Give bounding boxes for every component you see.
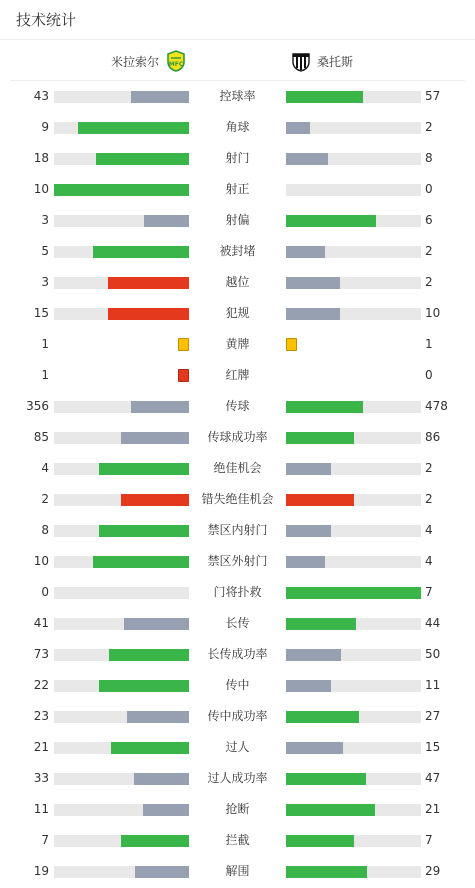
away-stat-bar-fill <box>286 618 356 630</box>
home-stat-value: 3 <box>41 213 49 227</box>
stat-row <box>0 546 475 577</box>
home-stat-value: 22 <box>33 678 49 692</box>
home-stat-bar-fill <box>121 432 189 444</box>
home-stat-value: 11 <box>33 802 49 816</box>
stat-row <box>0 825 475 856</box>
stat-label: 拦截 <box>225 833 250 847</box>
away-stat-value: 6 <box>425 213 433 227</box>
away-stat-value: 2 <box>425 492 433 506</box>
home-stat-bar-fill <box>99 680 189 692</box>
home-stat-bar-track <box>54 525 189 537</box>
away-stat-value: 47 <box>425 771 441 785</box>
away-stat-bar-track <box>286 773 421 785</box>
home-stat-bar-track <box>54 494 189 506</box>
stat-row <box>0 174 475 205</box>
santos-crest-icon <box>290 50 312 72</box>
home-stat-bar-track <box>54 432 189 444</box>
stat-label: 过人成功率 <box>207 771 268 785</box>
stat-label: 射偏 <box>225 213 250 227</box>
stat-row <box>0 608 475 639</box>
away-stat-bar-fill <box>286 277 340 289</box>
home-stat-value: 2 <box>41 492 49 506</box>
away-stat-bar-track <box>286 184 421 196</box>
home-stat-bar-fill <box>131 91 189 103</box>
home-stat-bar-fill <box>134 773 189 785</box>
home-stat-bar-track <box>54 277 189 289</box>
mirassol-crest-icon <box>165 50 187 72</box>
away-stat-value: 2 <box>425 275 433 289</box>
home-stat-value: 41 <box>33 616 49 630</box>
home-stat-bar-track <box>54 773 189 785</box>
home-stat-bar-fill <box>135 866 189 878</box>
page-header <box>0 0 475 40</box>
home-stat-bar-track <box>54 401 189 413</box>
away-stat-bar-track <box>286 432 421 444</box>
away-stat-bar-fill <box>286 246 325 258</box>
home-stat-bar-fill <box>99 463 189 475</box>
away-stat-value: 4 <box>425 554 433 568</box>
home-stat-bar-fill <box>78 122 189 134</box>
stat-row <box>0 360 475 391</box>
away-stat-value: 21 <box>425 802 441 816</box>
home-stat-value: 18 <box>33 151 49 165</box>
home-stat-value: 4 <box>41 461 49 475</box>
yellow-card-icon <box>178 338 189 351</box>
home-stat-bar-fill <box>99 525 189 537</box>
away-stat-value: 7 <box>425 585 433 599</box>
stat-label: 传球 <box>225 399 250 413</box>
stat-row <box>0 391 475 422</box>
home-stat-bar-track <box>54 680 189 692</box>
away-stat-bar-fill <box>286 742 343 754</box>
stat-row <box>0 794 475 825</box>
away-stat-bar-fill <box>286 649 341 661</box>
away-stat-bar-fill <box>286 773 366 785</box>
stat-row <box>0 453 475 484</box>
away-stat-bar-track <box>286 494 421 506</box>
home-stat-bar-track <box>54 866 189 878</box>
away-stat-bar-fill <box>286 91 363 103</box>
stat-label: 禁区外射门 <box>207 554 268 568</box>
stat-label: 长传 <box>225 616 250 630</box>
away-stat-value: 44 <box>425 616 441 630</box>
away-stat-value: 86 <box>425 430 441 444</box>
away-stat-value: 8 <box>425 151 433 165</box>
stat-label: 过人 <box>225 740 250 754</box>
home-stat-bar-fill <box>143 804 189 816</box>
away-stat-bar-track <box>286 680 421 692</box>
stat-row <box>0 484 475 515</box>
home-stat-bar-track <box>54 556 189 568</box>
home-stat-value: 9 <box>41 120 49 134</box>
home-stat-value: 3 <box>41 275 49 289</box>
page-title: 技术统计 <box>16 11 77 29</box>
away-stat-value: 1 <box>425 337 433 351</box>
away-stat-value: 4 <box>425 523 433 537</box>
home-stat-bar-fill <box>121 494 189 506</box>
away-team[interactable] <box>290 41 353 81</box>
away-stat-bar-track <box>286 463 421 475</box>
away-stat-bar-track <box>286 215 421 227</box>
home-stat-bar-track <box>54 463 189 475</box>
stat-row <box>0 670 475 701</box>
home-stat-value: 7 <box>41 833 49 847</box>
home-stat-bar-track <box>54 742 189 754</box>
home-stat-value: 19 <box>33 864 49 878</box>
away-stat-value: 2 <box>425 244 433 258</box>
stat-row <box>0 267 475 298</box>
home-stat-bar-track <box>54 153 189 165</box>
home-stat-bar-fill <box>109 649 189 661</box>
away-stat-bar-track <box>286 711 421 723</box>
team-header <box>10 41 465 81</box>
away-stat-bar-track <box>286 649 421 661</box>
home-stat-bar-track <box>54 122 189 134</box>
away-stat-value: 2 <box>425 461 433 475</box>
away-stat-bar-fill <box>286 494 354 506</box>
home-stat-bar-track <box>54 835 189 847</box>
home-stat-bar-track <box>54 587 189 599</box>
stat-label: 射正 <box>225 182 250 196</box>
away-stat-bar-track <box>286 866 421 878</box>
stat-label: 被封堵 <box>219 244 256 258</box>
away-stat-value: 57 <box>425 89 441 103</box>
home-stat-value: 8 <box>41 523 49 537</box>
stat-row <box>0 577 475 608</box>
stat-row <box>0 515 475 546</box>
stat-label: 传中成功率 <box>207 709 268 723</box>
home-stat-bar-fill <box>108 277 189 289</box>
away-stat-bar-track <box>286 742 421 754</box>
stat-label: 解围 <box>225 864 250 878</box>
stat-row <box>0 422 475 453</box>
stat-label: 传中 <box>225 678 250 692</box>
home-stat-value: 21 <box>33 740 49 754</box>
away-stat-bar-track <box>286 401 421 413</box>
home-stat-value: 356 <box>26 399 49 413</box>
stat-row <box>0 205 475 236</box>
stat-label: 错失绝佳机会 <box>201 492 274 506</box>
home-stat-bar-track <box>54 711 189 723</box>
stat-label: 射门 <box>225 151 250 165</box>
away-stat-value: 29 <box>425 864 441 878</box>
stat-label: 传球成功率 <box>207 430 268 444</box>
away-stat-bar-track <box>286 277 421 289</box>
home-stat-value: 0 <box>41 585 49 599</box>
stat-label: 犯规 <box>225 306 250 320</box>
home-team[interactable] <box>111 41 187 81</box>
stat-row <box>0 856 475 887</box>
home-stat-value: 15 <box>33 306 49 320</box>
stat-row <box>0 701 475 732</box>
home-stat-bar-fill <box>111 742 189 754</box>
away-stat-bar-track <box>286 587 421 599</box>
stat-label: 黄牌 <box>225 337 250 351</box>
away-stat-bar-fill <box>286 153 328 165</box>
away-stat-bar-fill <box>286 556 325 568</box>
away-stat-value: 7 <box>425 833 433 847</box>
away-stat-bar-fill <box>286 308 340 320</box>
home-stat-value: 5 <box>41 244 49 258</box>
home-stat-value: 1 <box>41 337 49 351</box>
home-stat-bar-fill <box>108 308 189 320</box>
home-stat-bar-track <box>54 649 189 661</box>
away-stat-bar-track <box>286 153 421 165</box>
home-stat-value: 33 <box>33 771 49 785</box>
stat-label: 长传成功率 <box>207 647 268 661</box>
away-stat-bar-fill <box>286 866 367 878</box>
away-stat-bar-track <box>286 618 421 630</box>
home-stat-value: 10 <box>33 182 49 196</box>
home-stat-value: 1 <box>41 368 49 382</box>
home-stat-bar-track <box>54 215 189 227</box>
home-stat-bar-fill <box>93 246 189 258</box>
away-stat-bar-track <box>286 835 421 847</box>
home-team-name: 米拉索尔 <box>110 54 159 69</box>
away-stat-bar-fill <box>286 804 375 816</box>
home-stat-bar-track <box>54 246 189 258</box>
home-stat-bar-fill <box>121 835 189 847</box>
stat-row <box>0 81 475 112</box>
away-stat-bar-fill <box>286 587 421 599</box>
away-stat-value: 0 <box>425 182 433 196</box>
away-stat-bar-fill <box>286 122 310 134</box>
away-stat-value: 0 <box>425 368 433 382</box>
stat-label: 控球率 <box>219 89 256 103</box>
home-stat-bar-track <box>54 804 189 816</box>
away-stat-bar-track <box>286 556 421 568</box>
stat-row <box>0 112 475 143</box>
home-stat-value: 43 <box>33 89 49 103</box>
away-stat-bar-fill <box>286 432 354 444</box>
home-stat-bar-fill <box>93 556 189 568</box>
away-stat-value: 2 <box>425 120 433 134</box>
home-stat-bar-fill <box>144 215 189 227</box>
home-stat-bar-fill <box>54 184 189 196</box>
away-stat-value: 10 <box>425 306 441 320</box>
home-stat-bar-track <box>54 308 189 320</box>
away-team-name: 桑托斯 <box>317 54 354 69</box>
stat-label: 抢断 <box>225 802 250 816</box>
away-stat-bar-track <box>286 525 421 537</box>
stat-row <box>0 236 475 267</box>
stats-list <box>0 81 475 887</box>
home-stat-bar-fill <box>96 153 189 165</box>
away-stat-bar-track <box>286 122 421 134</box>
stat-row <box>0 329 475 360</box>
home-stat-value: 85 <box>33 430 49 444</box>
away-stat-value: 15 <box>425 740 441 754</box>
stat-row <box>0 143 475 174</box>
away-stat-bar-track <box>286 246 421 258</box>
home-stat-value: 23 <box>33 709 49 723</box>
home-stat-bar-fill <box>124 618 189 630</box>
stat-row <box>0 763 475 794</box>
away-stat-bar-fill <box>286 215 376 227</box>
away-stat-value: 478 <box>425 399 448 413</box>
home-stat-bar-track <box>54 184 189 196</box>
stat-label: 角球 <box>225 120 250 134</box>
stat-label: 绝佳机会 <box>213 461 262 475</box>
away-stat-bar-fill <box>286 401 363 413</box>
away-stat-bar-track <box>286 91 421 103</box>
away-stat-bar-track <box>286 804 421 816</box>
away-stat-value: 11 <box>425 678 441 692</box>
stat-label: 禁区内射门 <box>207 523 268 537</box>
home-stat-bar-track <box>54 91 189 103</box>
yellow-card-icon <box>286 338 297 351</box>
stat-row <box>0 639 475 670</box>
home-stat-bar-track <box>54 618 189 630</box>
away-stat-bar-fill <box>286 525 331 537</box>
svg-text:MFC: MFC <box>168 61 184 68</box>
away-stat-bar-fill <box>286 463 331 475</box>
home-stat-value: 10 <box>33 554 49 568</box>
away-stat-value: 27 <box>425 709 441 723</box>
away-stat-bar-fill <box>286 835 354 847</box>
home-stat-value: 73 <box>33 647 49 661</box>
away-stat-bar-fill <box>286 711 359 723</box>
red-card-icon <box>178 369 189 382</box>
home-stat-bar-fill <box>131 401 189 413</box>
away-stat-bar-fill <box>286 680 331 692</box>
stat-label: 门将扑救 <box>213 585 262 599</box>
stat-row <box>0 298 475 329</box>
stat-row <box>0 732 475 763</box>
stat-label: 红牌 <box>225 368 250 382</box>
stat-label: 越位 <box>225 275 250 289</box>
away-stat-bar-track <box>286 308 421 320</box>
away-stat-value: 50 <box>425 647 441 661</box>
home-stat-bar-fill <box>127 711 189 723</box>
